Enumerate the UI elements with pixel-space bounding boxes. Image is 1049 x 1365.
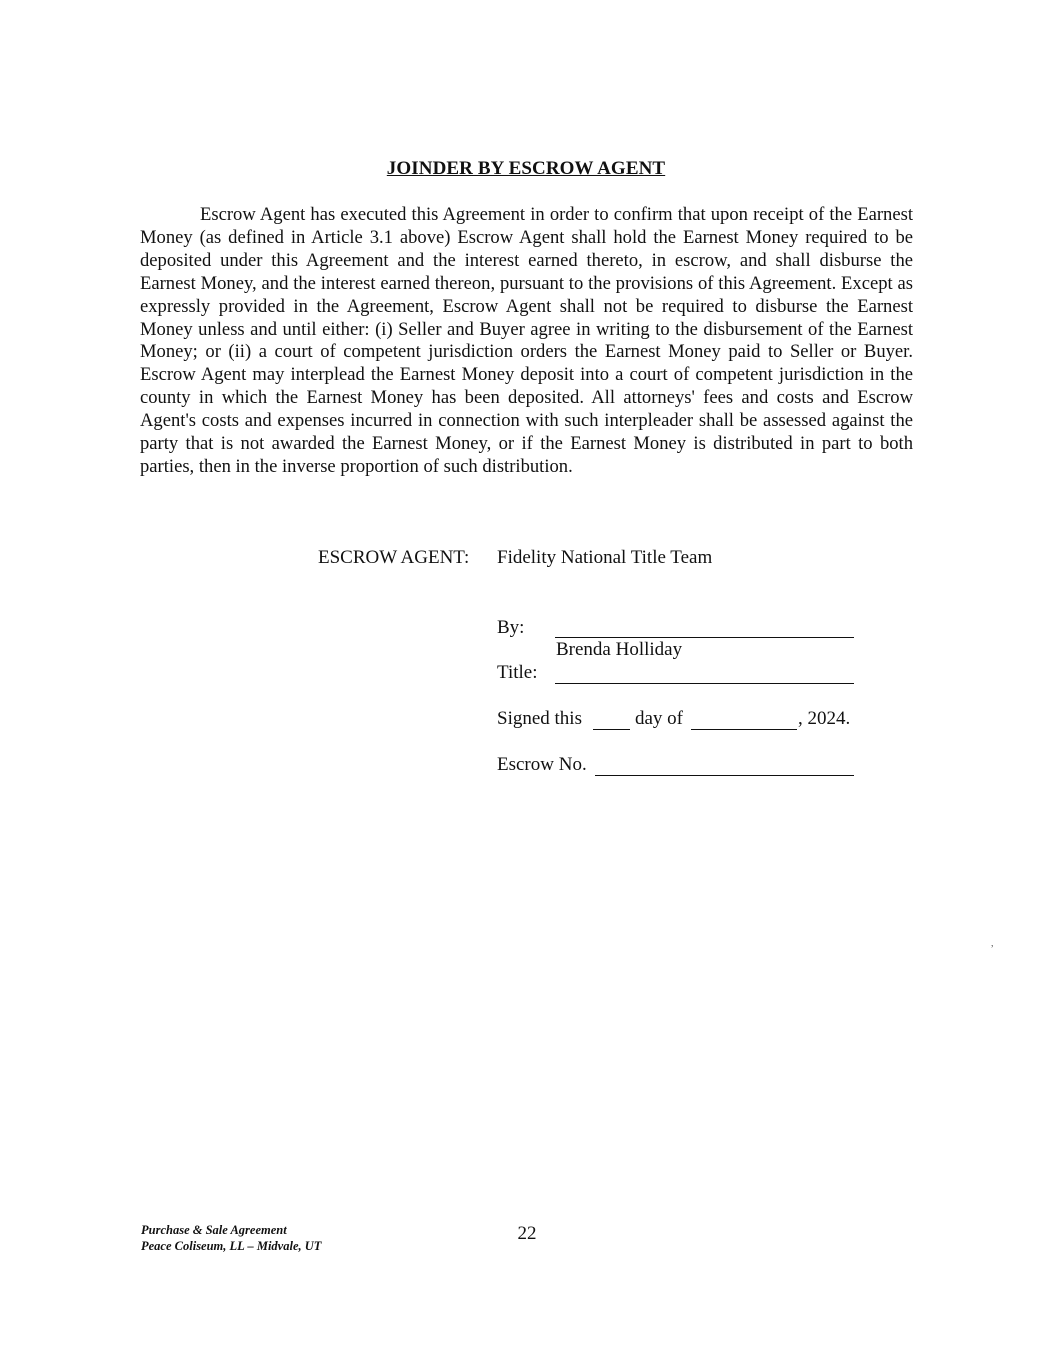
day-of-label: day of <box>635 708 684 729</box>
by-label: By: <box>497 617 525 638</box>
page-title: JOINDER BY ESCROW AGENT <box>386 158 666 179</box>
escrow-no-blank <box>595 775 854 776</box>
signed-month-blank <box>691 729 797 730</box>
title-label: Title: <box>497 662 538 683</box>
escrow-no-label: Escrow No. <box>497 754 587 775</box>
signed-year: , 2024. <box>798 708 851 729</box>
by-signature-line <box>555 637 854 638</box>
footer-property: Peace Coliseum, LL – Midvale, UT <box>141 1239 322 1253</box>
stray-mark: , <box>991 938 994 949</box>
joinder-paragraph-text: Escrow Agent has executed this Agreement in order to confirm that upon receipt of the Earnest Money (as defined in Article 3.1 above) Escrow Agent shall hold the Earnest Money required to be deposited under this Agreement and the interest earned thereto, in escrow, and shall disburse the Earnest Money, and the interest earned thereon, pursuant to the provisions of this Agreement. Except as expressly provided in the Agreement, Escrow Agent shall not be required to disburse the Earnest Money unless and until either: (i) Seller and Buyer agree in writing to the disbursement of the Earnest Money; or (ii) a court of competent jurisdiction orders the Earnest Money paid to Seller or Buyer. Escrow Agent may interplead the Earnest Money deposit into a court of competent jurisdiction in the county in which the Earnest Money has been deposited. All attorneys' fees and costs and Escrow Agent's costs and expenses incurred in connection with such interpleader shall be assessed against the party that is not awarded the Earnest Money, or if the Earnest Money is distributed in part to both parties, then in the inverse proportion of such distribution. <box>140 204 913 477</box>
title-signature-line <box>555 683 854 684</box>
signed-this-label: Signed this <box>497 708 582 729</box>
signed-day-blank <box>593 729 630 730</box>
escrow-agent-name: Fidelity National Title Team <box>497 547 713 568</box>
joinder-paragraph <box>140 204 913 479</box>
page-number: 22 <box>517 1223 537 1244</box>
escrow-agent-label: ESCROW AGENT: <box>318 547 470 568</box>
signer-name: Brenda Holliday <box>556 639 683 660</box>
footer-document-title: Purchase & Sale Agreement <box>141 1223 287 1237</box>
